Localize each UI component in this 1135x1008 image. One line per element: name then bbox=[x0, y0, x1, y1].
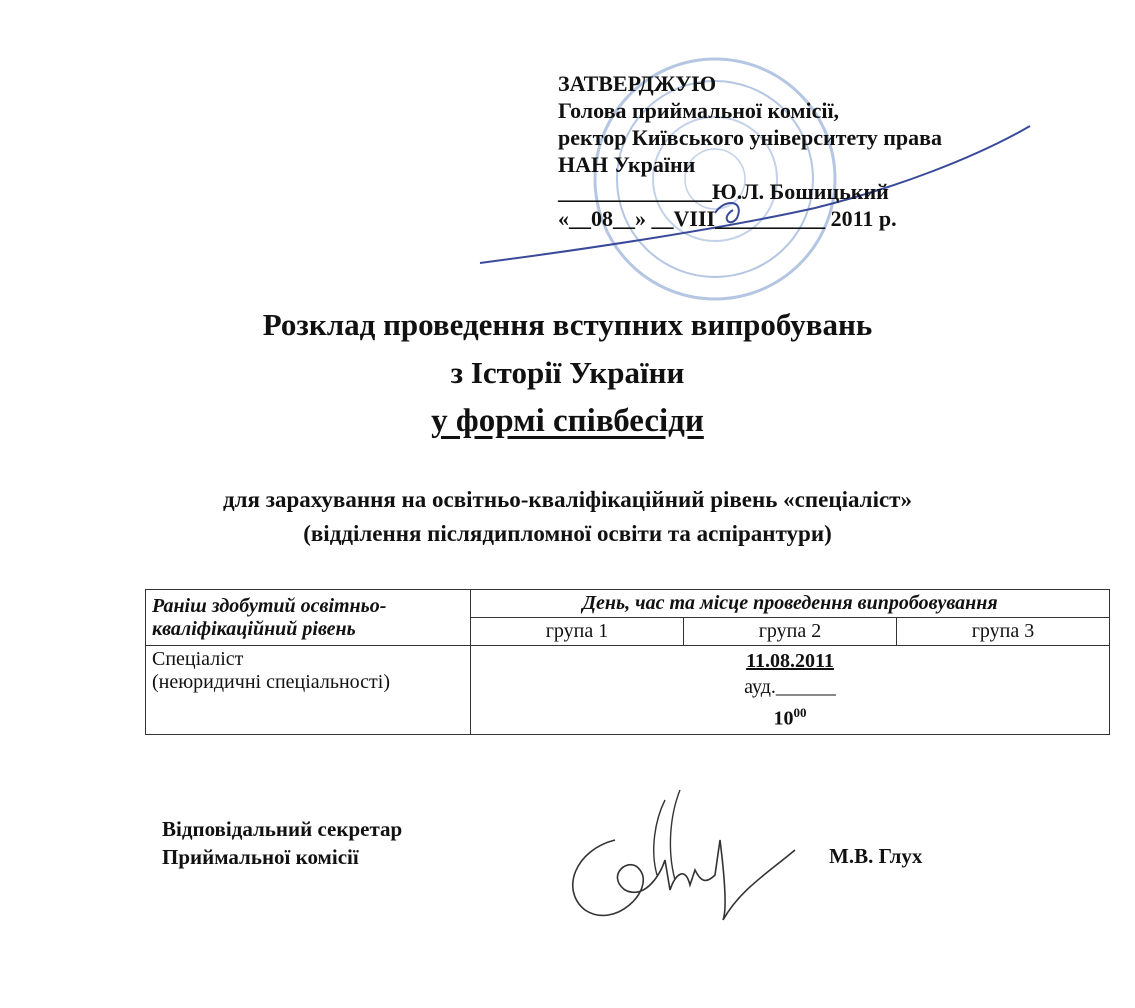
table-row bbox=[146, 646, 1110, 735]
secretary-signature bbox=[545, 780, 805, 930]
doc-subtitle-line1: для зарахування на освітньо-кваліфікаційний рівень «спеціаліст» bbox=[223, 487, 912, 512]
header-group-1: група 1 bbox=[471, 618, 684, 646]
header-group-3: група 3 bbox=[896, 618, 1109, 646]
secretary-role: Відповідальний секретар Приймальної комісії bbox=[162, 817, 403, 869]
cell-schedule bbox=[471, 646, 1110, 735]
approval-rector: ректор Київського університету права bbox=[558, 125, 943, 150]
header-group-2: група 2 bbox=[683, 618, 896, 646]
approval-block bbox=[558, 70, 942, 232]
doc-title-line2: з Історії України bbox=[450, 355, 685, 390]
approval-signature-line: ______________Ю.Л. Бошицький bbox=[558, 179, 889, 204]
doc-title-line1: Розклад проведення вступних випробувань bbox=[262, 307, 873, 342]
doc-subtitle-line2: (відділення післядипломної освіти та аспірантури) bbox=[303, 521, 832, 546]
exam-room: ауд.______ bbox=[744, 676, 836, 698]
cell-level: Спеціаліст (неюридичні спеціальності) bbox=[146, 646, 471, 735]
schedule-table bbox=[145, 589, 1110, 735]
secretary-name: М.В. Глух bbox=[829, 844, 923, 868]
header-level: Раніш здобутий освітньо- кваліфікаційний рівень bbox=[146, 590, 471, 646]
approval-academy: НАН України bbox=[558, 152, 696, 177]
exam-date: 11.08.2011 bbox=[746, 650, 834, 672]
doc-title-line3: у формі співбесіди bbox=[431, 403, 704, 439]
exam-time: $10^{00}$ bbox=[773, 705, 807, 730]
approval-date-line: «__08__» __VIII__________ 2011 р. bbox=[558, 206, 897, 231]
header-schedule: День, час та місце проведення випробовування bbox=[471, 590, 1110, 618]
approval-heading: ЗАТВЕРДЖУЮ bbox=[558, 71, 717, 96]
approval-position: Голова приймальної комісії, bbox=[558, 98, 840, 123]
